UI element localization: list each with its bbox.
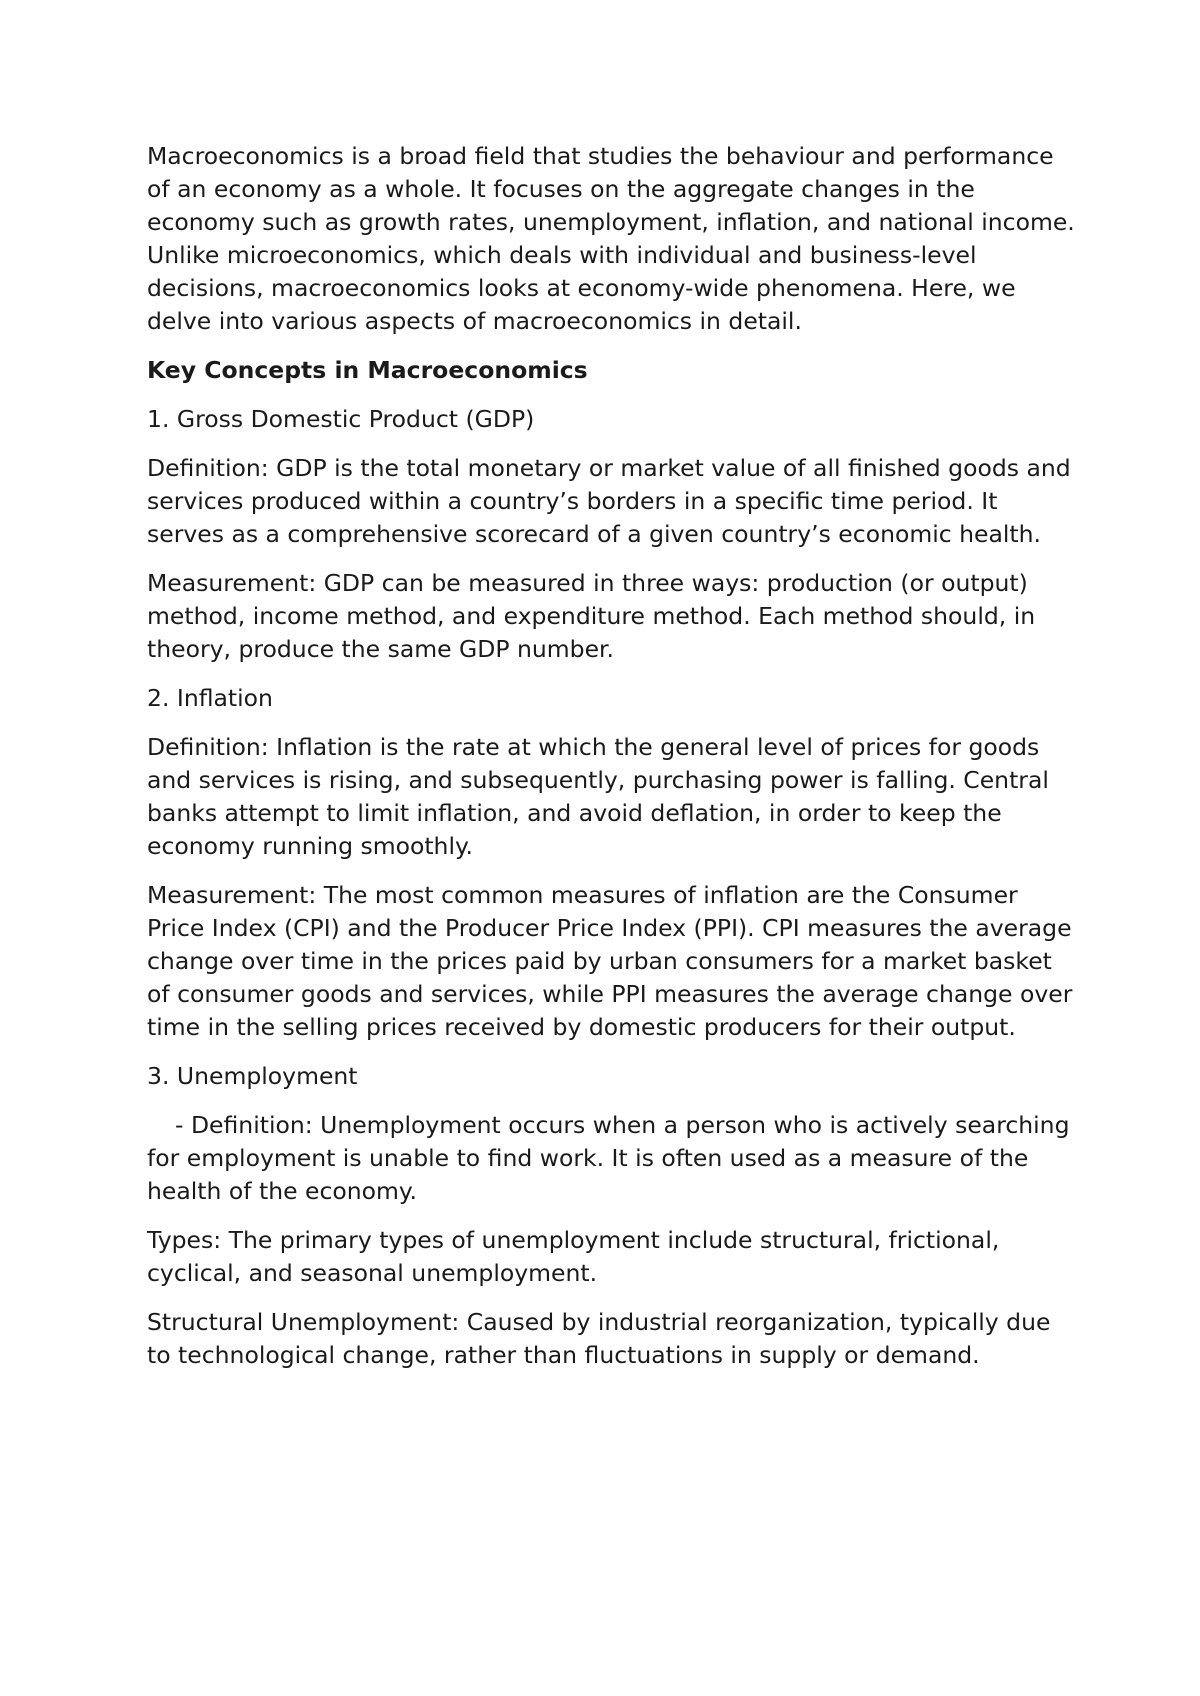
intro-paragraph: Macroeconomics is a broad field that studies the behaviour and performance of an economy as a whole. It focuses on the aggregate changes in the economy such as growth rates, unemployment, inflation, and national income. Unlike microeconomics, which deals with individual and business-level decisions, macroeconomics looks at economy-wide phenomena. Here, we delve into various aspects of macroeconomics in detail.: [147, 142, 1075, 335]
document-body: [147, 140, 1077, 1388]
unemployment-types: Types: The primary types of unemployment include structural, frictional, cyclical, and seasonal unemployment.: [147, 1226, 1000, 1287]
unemployment-title: 3. Unemployment: [147, 1062, 358, 1090]
unemployment-definition: - Definition: Unemployment occurs when a person who is actively searching for employment is unable to find work. It is often used as a measure of the health of the economy.: [147, 1111, 1070, 1205]
inflation-measurement: Measurement: The most common measures of inflation are the Consumer Price Index (CPI) and the Producer Price Index (PPI). CPI measures the average change over time in the prices paid by urban consumers for a market basket of consumer goods and services, while PPI measures the average change over time in the selling prices received by domestic producers for their output.: [147, 881, 1073, 1041]
gdp-definition: Definition: GDP is the total monetary or market value of all finished goods and services produced within a country’s borders in a specific time period. It serves as a comprehensive scorecard of a given country’s economic health.: [147, 454, 1071, 548]
gdp-measurement: Measurement: GDP can be measured in three ways: production (or output) method, income method, and expenditure method. Each method should, in theory, produce the same GDP number.: [147, 569, 1036, 663]
inflation-definition: Definition: Inflation is the rate at which the general level of prices for goods and services is rising, and subsequently, purchasing power is falling. Central banks attempt to limit inflation, and avoid deflation, in order to keep the economy running smoothly.: [147, 733, 1049, 860]
structural-unemployment: Structural Unemployment: Caused by industrial reorganization, typically due to technological change, rather than fluctuations in supply or demand.: [147, 1308, 1051, 1369]
section-heading: Key Concepts in Macroeconomics: [147, 356, 588, 384]
inflation-title: 2. Inflation: [147, 684, 273, 712]
gdp-title: 1. Gross Domestic Product (GDP): [147, 405, 535, 433]
